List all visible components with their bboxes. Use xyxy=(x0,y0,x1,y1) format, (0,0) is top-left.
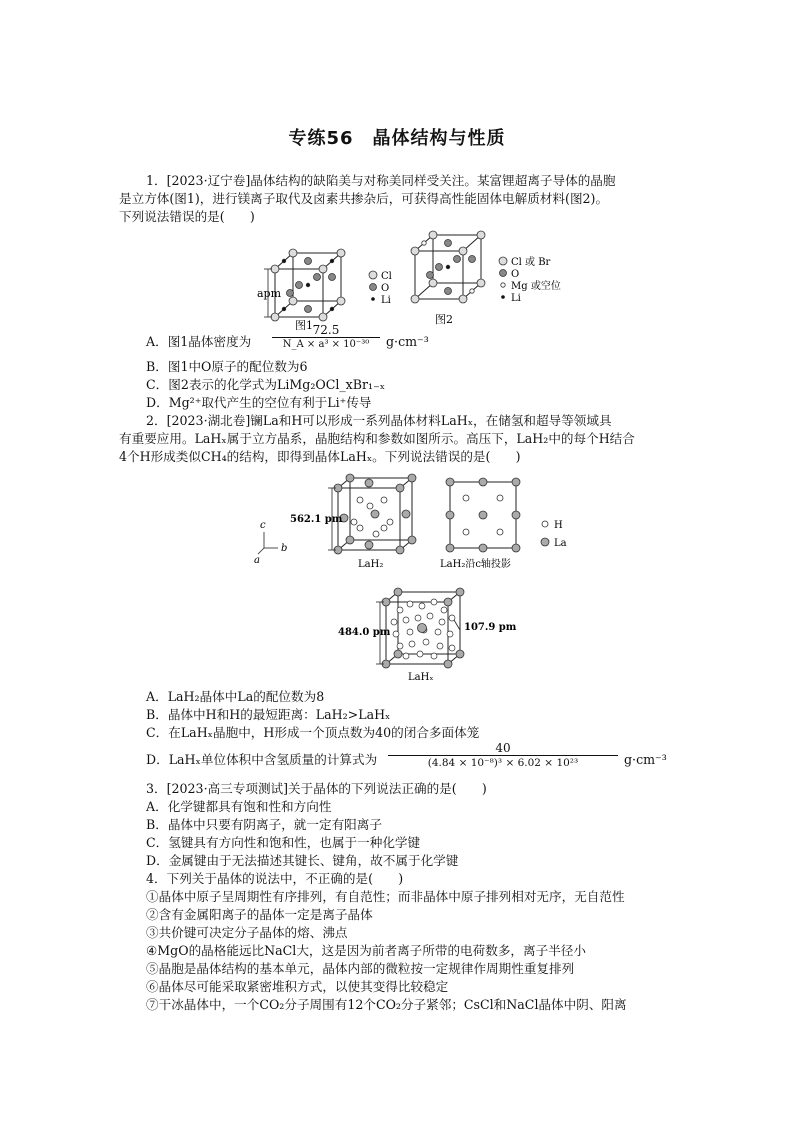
q4-item-2: ②含有金属阳离子的晶体一定是离子晶体 xyxy=(146,907,373,922)
q1-option-a-fraction xyxy=(272,323,380,351)
q2-option-d-unit: g·cm⁻³ xyxy=(624,752,667,767)
q2-stem-line3: 4个H形成类似CH₄的结构，即得到晶体LaHₓ。下列说法错误的是( ) xyxy=(119,449,521,464)
axes-icon xyxy=(258,532,278,554)
page-title: 专练56 晶体结构与性质 xyxy=(288,128,506,149)
q2-stem-line2: 有重要应用。LaHₓ属于立方晶系，晶胞结构和参数如图所示。高压下，LaH₂中的每个H结合 xyxy=(119,431,635,446)
fig2-label: 图2 xyxy=(435,313,453,326)
q4-item-4: ④MgO的晶格能远比NaCl大，这是因为前者离子所带的电荷数多，离子半径小 xyxy=(146,943,586,958)
q3-option-a: A．化学键都具有饱和性和方向性 xyxy=(146,799,332,814)
legend-la: La xyxy=(554,538,567,549)
lah2-dim-label: 562.1 pm xyxy=(290,514,343,525)
legend2-o: O xyxy=(511,269,520,280)
q2-option-d-numerator: 40 xyxy=(388,741,618,756)
legend-h: H xyxy=(554,520,563,531)
q1-option-b: B．图1中O原子的配位数为6 xyxy=(146,359,308,374)
lahx-la-atoms xyxy=(382,588,464,668)
legend2-li: Li xyxy=(511,293,521,304)
q2-option-d-fraction xyxy=(388,741,618,770)
projection-atoms xyxy=(446,478,520,552)
q2-option-c: C．在LaHₓ晶胞中，H形成一个顶点数为40的闭合多面体笼 xyxy=(146,725,480,740)
axis-c: c xyxy=(260,520,266,531)
q2-stem-line1: 2．[2023·湖北卷]镧La和H可以形成一系列晶体材料LaHₓ，在储氢和超导等领域具 xyxy=(146,413,612,428)
lahx-label: LaHₓ xyxy=(408,672,434,683)
q3-option-d: D．金属键由于无法描述其键长、键角，故不属于化学键 xyxy=(146,853,459,868)
q4-item-5: ⑤晶胞是晶体结构的基本单元，晶体内部的微粒按一定规律作周期性重复排列 xyxy=(146,961,575,976)
q1-option-a-numerator: 72.5 xyxy=(272,323,380,338)
q1-stem-line3: 下列说法错误的是( ) xyxy=(119,209,255,224)
q1-option-d: D．Mg²⁺取代产生的空位有利于Li⁺传导 xyxy=(146,395,372,410)
legend1-o: O xyxy=(381,283,390,294)
q2-option-a: A．LaH₂晶体中La的配位数为8 xyxy=(146,689,325,704)
q1-stem-line1: 1．[2023·辽宁卷]晶体结构的缺陷美与对称美同样受关注。某富锂超离子导体的晶胞 xyxy=(146,173,616,188)
q4-item-6: ⑥晶体尽可能采取紧密堆积方式，以使其变得比较稳定 xyxy=(146,979,449,994)
legend2-cl-br: Cl 或 Br xyxy=(511,257,551,268)
lahx-dim-label: 484.0 pm xyxy=(338,627,391,638)
q3-option-c: C．氢键具有方向性和饱和性，也属于一种化学键 xyxy=(146,835,421,850)
q2-figure xyxy=(250,470,590,685)
axis-a: a xyxy=(254,555,260,566)
q4-stem: 4．下列关于晶体的说法中，不正确的是( ) xyxy=(146,871,404,886)
q4-item-1: ①晶体中原子呈周期性有序排列，有自范性；而非晶体中原子排列相对无序，无自范性 xyxy=(146,889,625,904)
q4-item-3: ③共价键可决定分子晶体的熔、沸点 xyxy=(146,925,348,940)
lah2-atoms xyxy=(334,474,416,554)
fig1-label: 图1 xyxy=(295,319,313,330)
q1-option-a-denominator: N_A × a³ × 10⁻³⁰ xyxy=(282,339,370,350)
legend2-mg-vacancy: Mg 或空位 xyxy=(511,281,561,292)
h-h-distance-label: 107.9 pm xyxy=(464,622,517,633)
q4-item-7: ⑦干冰晶体中，一个CO₂分子周围有12个CO₂分子紧邻；CsCl和NaCl晶体中阴、阳离 xyxy=(146,997,627,1012)
q1-option-a-unit: g·cm⁻³ xyxy=(386,334,429,349)
q2-option-b: B．晶体中H和H的最短距离：LaH₂>LaHₓ xyxy=(146,707,391,722)
q3-option-b: B．晶体中只要有阴离子，就一定有阳离子 xyxy=(146,817,382,832)
q1-figure xyxy=(255,225,575,330)
q1-option-a-prefix: A．图1晶体密度为 xyxy=(146,334,252,349)
projection-label: LaH₂沿c轴投影 xyxy=(440,559,511,570)
q1-stem-line2: 是立方体(图1)，进行镁离子取代及卤素共掺杂后，可获得高性能固体电解质材料(图2)。 xyxy=(119,191,609,206)
q2-option-d-denominator: (4.84 × 10⁻⁸)³ × 6.02 × 10²³ xyxy=(427,757,579,769)
q3-stem: 3．[2023·高三专项测试]关于晶体的下列说法正确的是( ) xyxy=(146,781,487,796)
axis-b: b xyxy=(281,543,288,554)
q2-option-d-prefix: D．LaHₓ单位体积中含氢质量的计算式为 xyxy=(146,752,378,767)
lah2-label: LaH₂ xyxy=(358,559,384,570)
legend1-li: Li xyxy=(381,295,391,306)
legend1-cl: Cl xyxy=(381,271,392,282)
fig1-dim-label: apm xyxy=(257,287,282,300)
q1-option-c: C．图2表示的化学式为LiMg₂OCl_xBr₁₋ₓ xyxy=(146,377,386,392)
